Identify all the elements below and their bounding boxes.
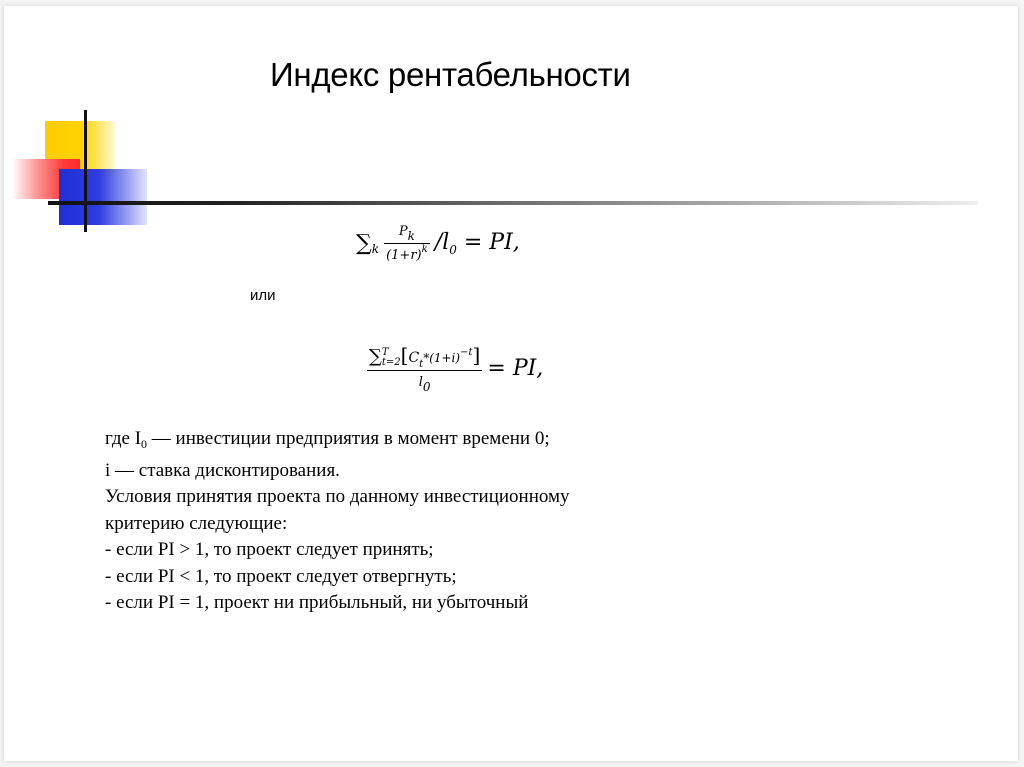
sum-index: k bbox=[371, 242, 379, 256]
equals-term: = PI, bbox=[487, 356, 544, 381]
formula-pi-1 bbox=[356, 224, 520, 274]
fraction bbox=[384, 224, 430, 263]
slide bbox=[4, 6, 1018, 761]
text-line: i — ставка дисконтирования. bbox=[105, 459, 340, 481]
denominator: l0 bbox=[418, 375, 431, 394]
horizontal-rule bbox=[48, 201, 978, 205]
sum-symbol: ∑ bbox=[356, 231, 372, 256]
text-line: где $I_0$ — инвестиции предприятия в момент времени 0; bbox=[105, 428, 550, 451]
numerator: ∑ T t=2 $[C_t*(1+i)^{-t}]$ bbox=[369, 343, 481, 370]
fraction bbox=[367, 343, 482, 394]
text-line: критерию следующие: bbox=[105, 512, 288, 534]
numerator: Pk bbox=[384, 224, 430, 244]
or-label: или bbox=[250, 287, 276, 304]
decorative-logo bbox=[4, 6, 1018, 246]
slide-title: Индекс рентабельности bbox=[270, 56, 631, 93]
text-line: - если PI < 1, то проект следует отвергнуть; bbox=[105, 565, 457, 587]
text-line: - если PI = 1, проект ни прибыльный, ни убыточный bbox=[105, 592, 529, 613]
denominator: $(1+r)^k$ bbox=[386, 244, 428, 263]
explanation-text bbox=[105, 426, 725, 617]
vertical-rule bbox=[84, 110, 87, 232]
blue-square-decoration bbox=[59, 169, 147, 225]
text-line: Условия принятия проекта по данному инвестиционному bbox=[105, 486, 570, 507]
text-line: - если PI > 1, то проект следует принять; bbox=[105, 539, 434, 560]
formula-pi-2 bbox=[367, 343, 543, 408]
divide-term: $/l_0$ = PI, bbox=[434, 230, 520, 257]
